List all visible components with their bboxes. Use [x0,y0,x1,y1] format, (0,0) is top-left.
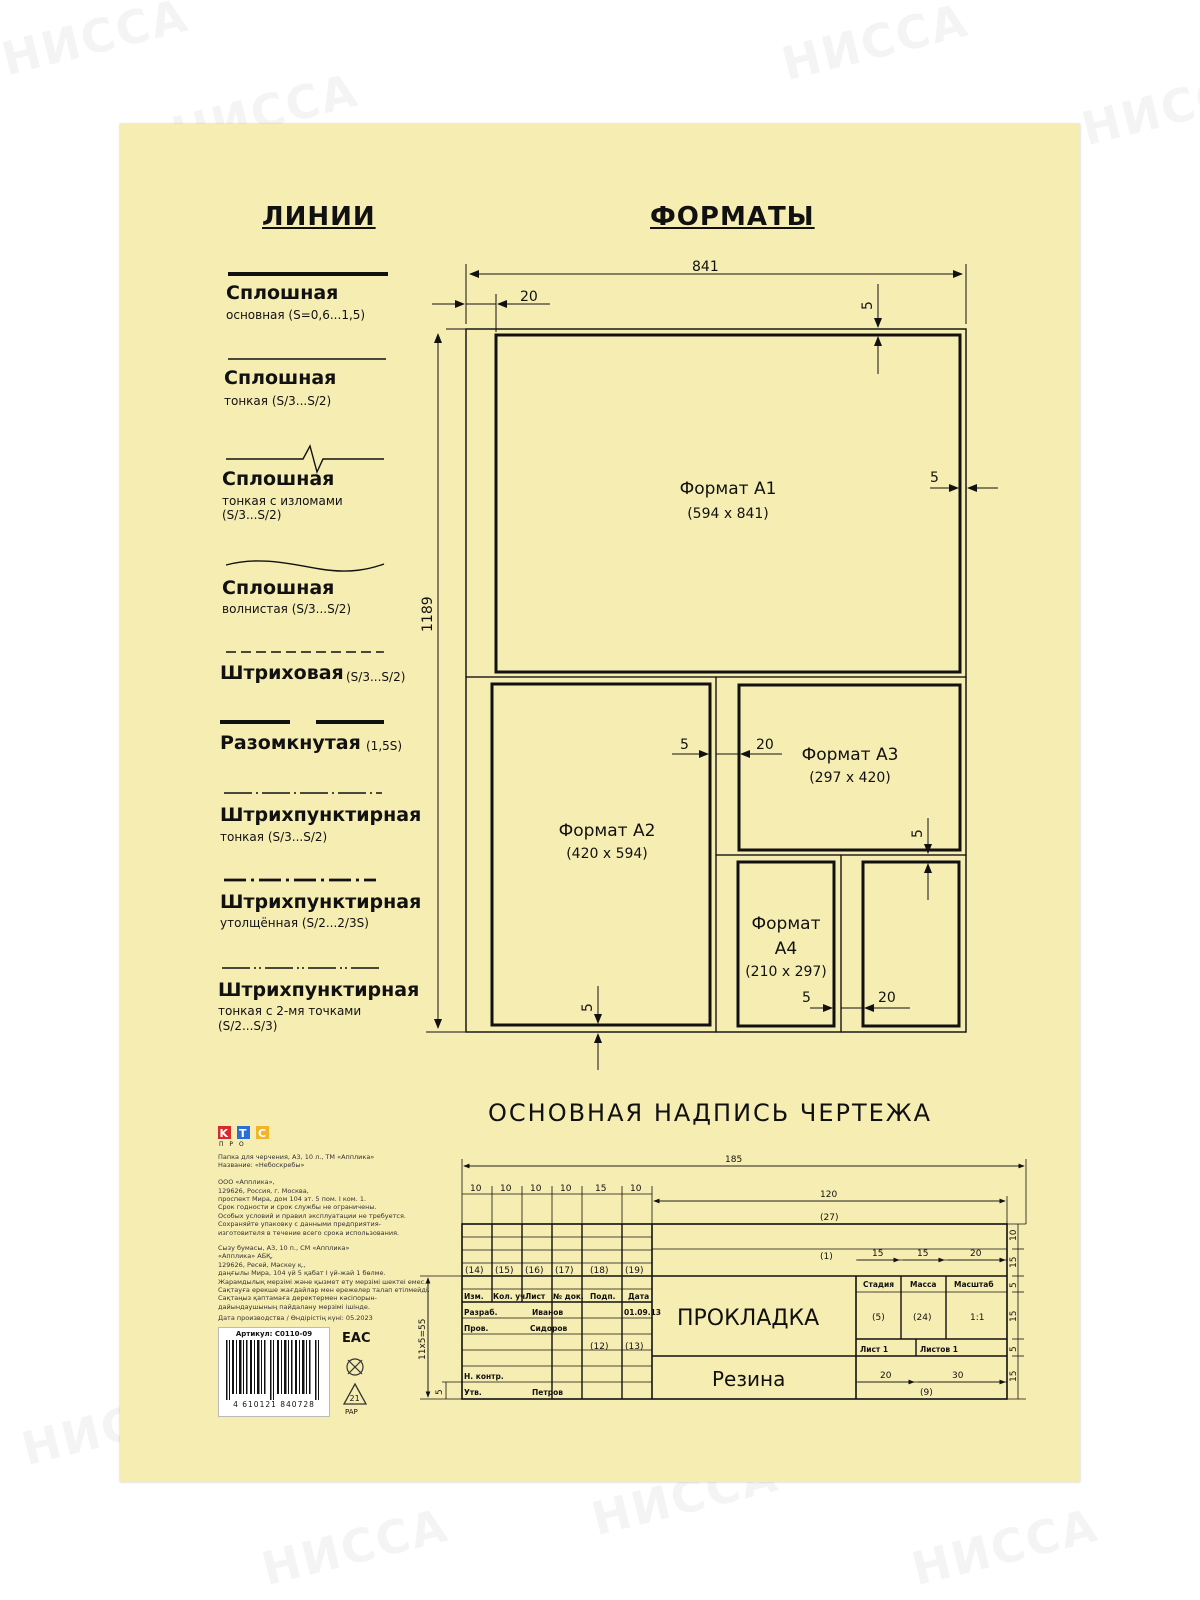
line-sub: тонкая (S/3...S/2) [224,394,332,408]
header-cell: Дата [628,1292,650,1301]
dim-margin-left: 20 [756,737,774,753]
no-wash-icon [344,1356,366,1378]
watermark [776,0,974,91]
ref-9: (9) [920,1388,933,1398]
dim-right-col: 20 [970,1249,982,1259]
header-cell: № док. [553,1292,584,1301]
ref-24: (24) [913,1313,932,1323]
role-cell: Утв. [464,1388,482,1397]
line-sub: утолщённая (S/2...2/3S) [220,916,369,930]
scale-value: 1:1 [970,1313,985,1323]
watermark [256,1498,454,1596]
dim-margin: 5 [802,990,811,1006]
title-block-heading: ОСНОВНАЯ НАДПИСЬ ЧЕРТЕЖА [488,1099,933,1127]
ref-13: (13) [625,1342,644,1352]
dim-bottom-col: 30 [952,1371,964,1381]
scale-label: Масштаб [954,1280,994,1289]
line-name: Штрихпунктирная [218,979,420,1001]
dim-col: 10 [630,1184,642,1194]
format-a3-label: Формат А3 [801,745,899,765]
date-cell: 01.09.13 [624,1308,662,1317]
dim-height-label: 11x5=55 [418,1318,428,1360]
barcode-box [218,1327,330,1417]
lines-title: ЛИНИИ [262,202,376,232]
line-sub: (S/3...S/2) [346,670,406,684]
format-a1-label: Формат А1 [679,479,777,499]
ref-19: (19) [625,1266,644,1276]
mass-label: Масса [910,1280,937,1289]
dim-row: 15 [1009,1370,1019,1382]
format-a4-label2: А4 [774,939,798,959]
line-name: Сплошная [222,577,335,599]
role-cell: Пров. [464,1324,489,1333]
ref-16: (16) [525,1266,544,1276]
dim-row: 15 [1009,1310,1019,1322]
name-cell: Петров [532,1388,563,1397]
eac-mark: EAC [342,1331,371,1346]
dim-margin: 5 [580,1003,596,1012]
ref-17: (17) [555,1266,574,1276]
header-cell: Изм. [464,1292,484,1301]
dim-col: 10 [560,1184,572,1194]
dim-margin: 5 [680,737,689,753]
format-a2-size: (420 x 594) [566,846,648,862]
line-name: Штрихпунктирная [220,804,422,826]
line-name: Разомкнутая [220,732,361,754]
line-name: Штриховая [220,662,344,684]
dim-margin-left: 20 [878,990,896,1006]
ref-15: (15) [495,1266,514,1276]
production-date: Дата производства / Өндірістің күні: 05.2023 [218,1314,373,1322]
dim-col: 10 [500,1184,512,1194]
line-name: Сплошная [222,468,335,490]
line-sub: (1,5S) [366,739,403,753]
drawing-folder-cover [120,124,1080,1482]
format-a4-size: (210 x 297) [745,964,827,980]
name-cell: Сидоров [530,1324,568,1333]
dim-margin: 5 [860,301,876,310]
format-a2-label: Формат А2 [558,821,656,841]
line-sub: тонкая с 2-мя точками (S/2...S/3) [218,1004,362,1033]
ref-18: (18) [590,1266,609,1276]
line-sub: основная (S=0,6...1,5) [226,308,366,322]
product-info-kz: Сызу бумасы, А3, 10 п., СМ «Апплика» «Апплика» АБҚ, 129626, Ресей, Мәскеу қ., даңғылы Мира, 104 үй 5 қабат I үй-жай 1 бөлме. Жарамдылық мерзімі және қызмет ету мерзімі шектеі емес. Сақтауға ерекше жағдайлар мен ережелер талап етілмейді. Сақтаңыз қаптамаға деректермен кәсіпорын- дайындаушының пайдалану мерзімі ішінде. [218,1244,430,1311]
dim-right: 120 [820,1190,838,1200]
dim-col: 15 [595,1184,607,1194]
role-cell: Разраб. [464,1308,498,1317]
line-name: Штрихпунктирная [220,891,422,913]
article-number: Артикул: С0110-09 [235,1330,313,1338]
dim-right-col: 15 [917,1249,929,1259]
format-a4-label: Формат [751,914,821,934]
sheet-label: Лист 1 [860,1345,889,1354]
barcode-number: 4 610121 840728 [233,1400,315,1409]
dim-row: 5 [1009,1282,1019,1288]
ref-5: (5) [872,1313,885,1323]
recycle-icon [342,1382,368,1408]
barcode-icon [224,1340,324,1400]
designation: ПРОКЛАДКА [677,1306,820,1331]
svg-text:K: K [219,1127,229,1140]
name-cell: Иванов [532,1308,564,1317]
dim-row: 15 [1009,1256,1019,1268]
line-name: Сплошная [226,282,339,304]
line-sub: тонкая (S/3...S/2) [220,830,328,844]
dim-margin: 5 [930,470,939,486]
ref-1: (1) [820,1252,833,1262]
dim-row: 5 [1009,1346,1019,1352]
formats-title: ФОРМАТЫ [650,202,815,232]
dim-left: 5 [435,1389,445,1395]
dim-col: 10 [530,1184,542,1194]
recycle-code: 21 [349,1394,360,1403]
dim-margin-left: 20 [520,289,538,305]
ref-14: (14) [465,1266,484,1276]
dim-total: 185 [725,1155,743,1165]
dim-right-col: 15 [872,1249,884,1259]
svg-text:C: C [258,1127,267,1140]
watermark [1076,58,1200,156]
format-a1-size: (594 x 841) [687,506,769,522]
dim-col: 10 [470,1184,482,1194]
dim-bottom-col: 20 [880,1371,892,1381]
dim-width: 841 [692,259,719,275]
product-info-ru: Папка для черчения, А3, 10 л., ТМ «Апплика» Название: «Небоскребы» ООО «Апплика», 129626, Россия, г. Москва, проспект Мира, дом 104 эт. 5 пом. I ком. 1. Срок годности и срок службы не ограничены. Особых условий и правил эксплуатации не требуется. Сохраняйте упаковку с данными предприятия- изготовителя в течение всего срока использования. [218,1153,406,1237]
line-name: Сплошная [224,367,337,389]
brand-subtitle: П Р О [219,1141,246,1148]
pap-label: PAP [345,1408,358,1416]
dim-height: 1189 [420,596,436,632]
role-cell: Н. контр. [464,1372,504,1381]
header-cell: Подп. [590,1292,616,1301]
watermark [0,0,194,86]
format-a3-size: (297 x 420) [809,770,891,786]
watermark [906,1498,1104,1596]
material: Резина [712,1367,786,1391]
dim-row: 10 [1009,1229,1019,1241]
ref-12: (12) [590,1342,609,1352]
stage-label: Стадия [863,1280,895,1289]
header-cell: Кол. уч [493,1292,526,1301]
line-sub: тонкая с изломами (S/3...S/2) [222,494,343,522]
header-cell: Лист [525,1292,546,1301]
line-sub: волнистая (S/3...S/2) [222,602,352,616]
ref-27: (27) [820,1213,839,1223]
sheets-label: Листов 1 [920,1345,959,1354]
svg-text:T: T [239,1127,247,1140]
dim-margin: 5 [910,829,926,838]
